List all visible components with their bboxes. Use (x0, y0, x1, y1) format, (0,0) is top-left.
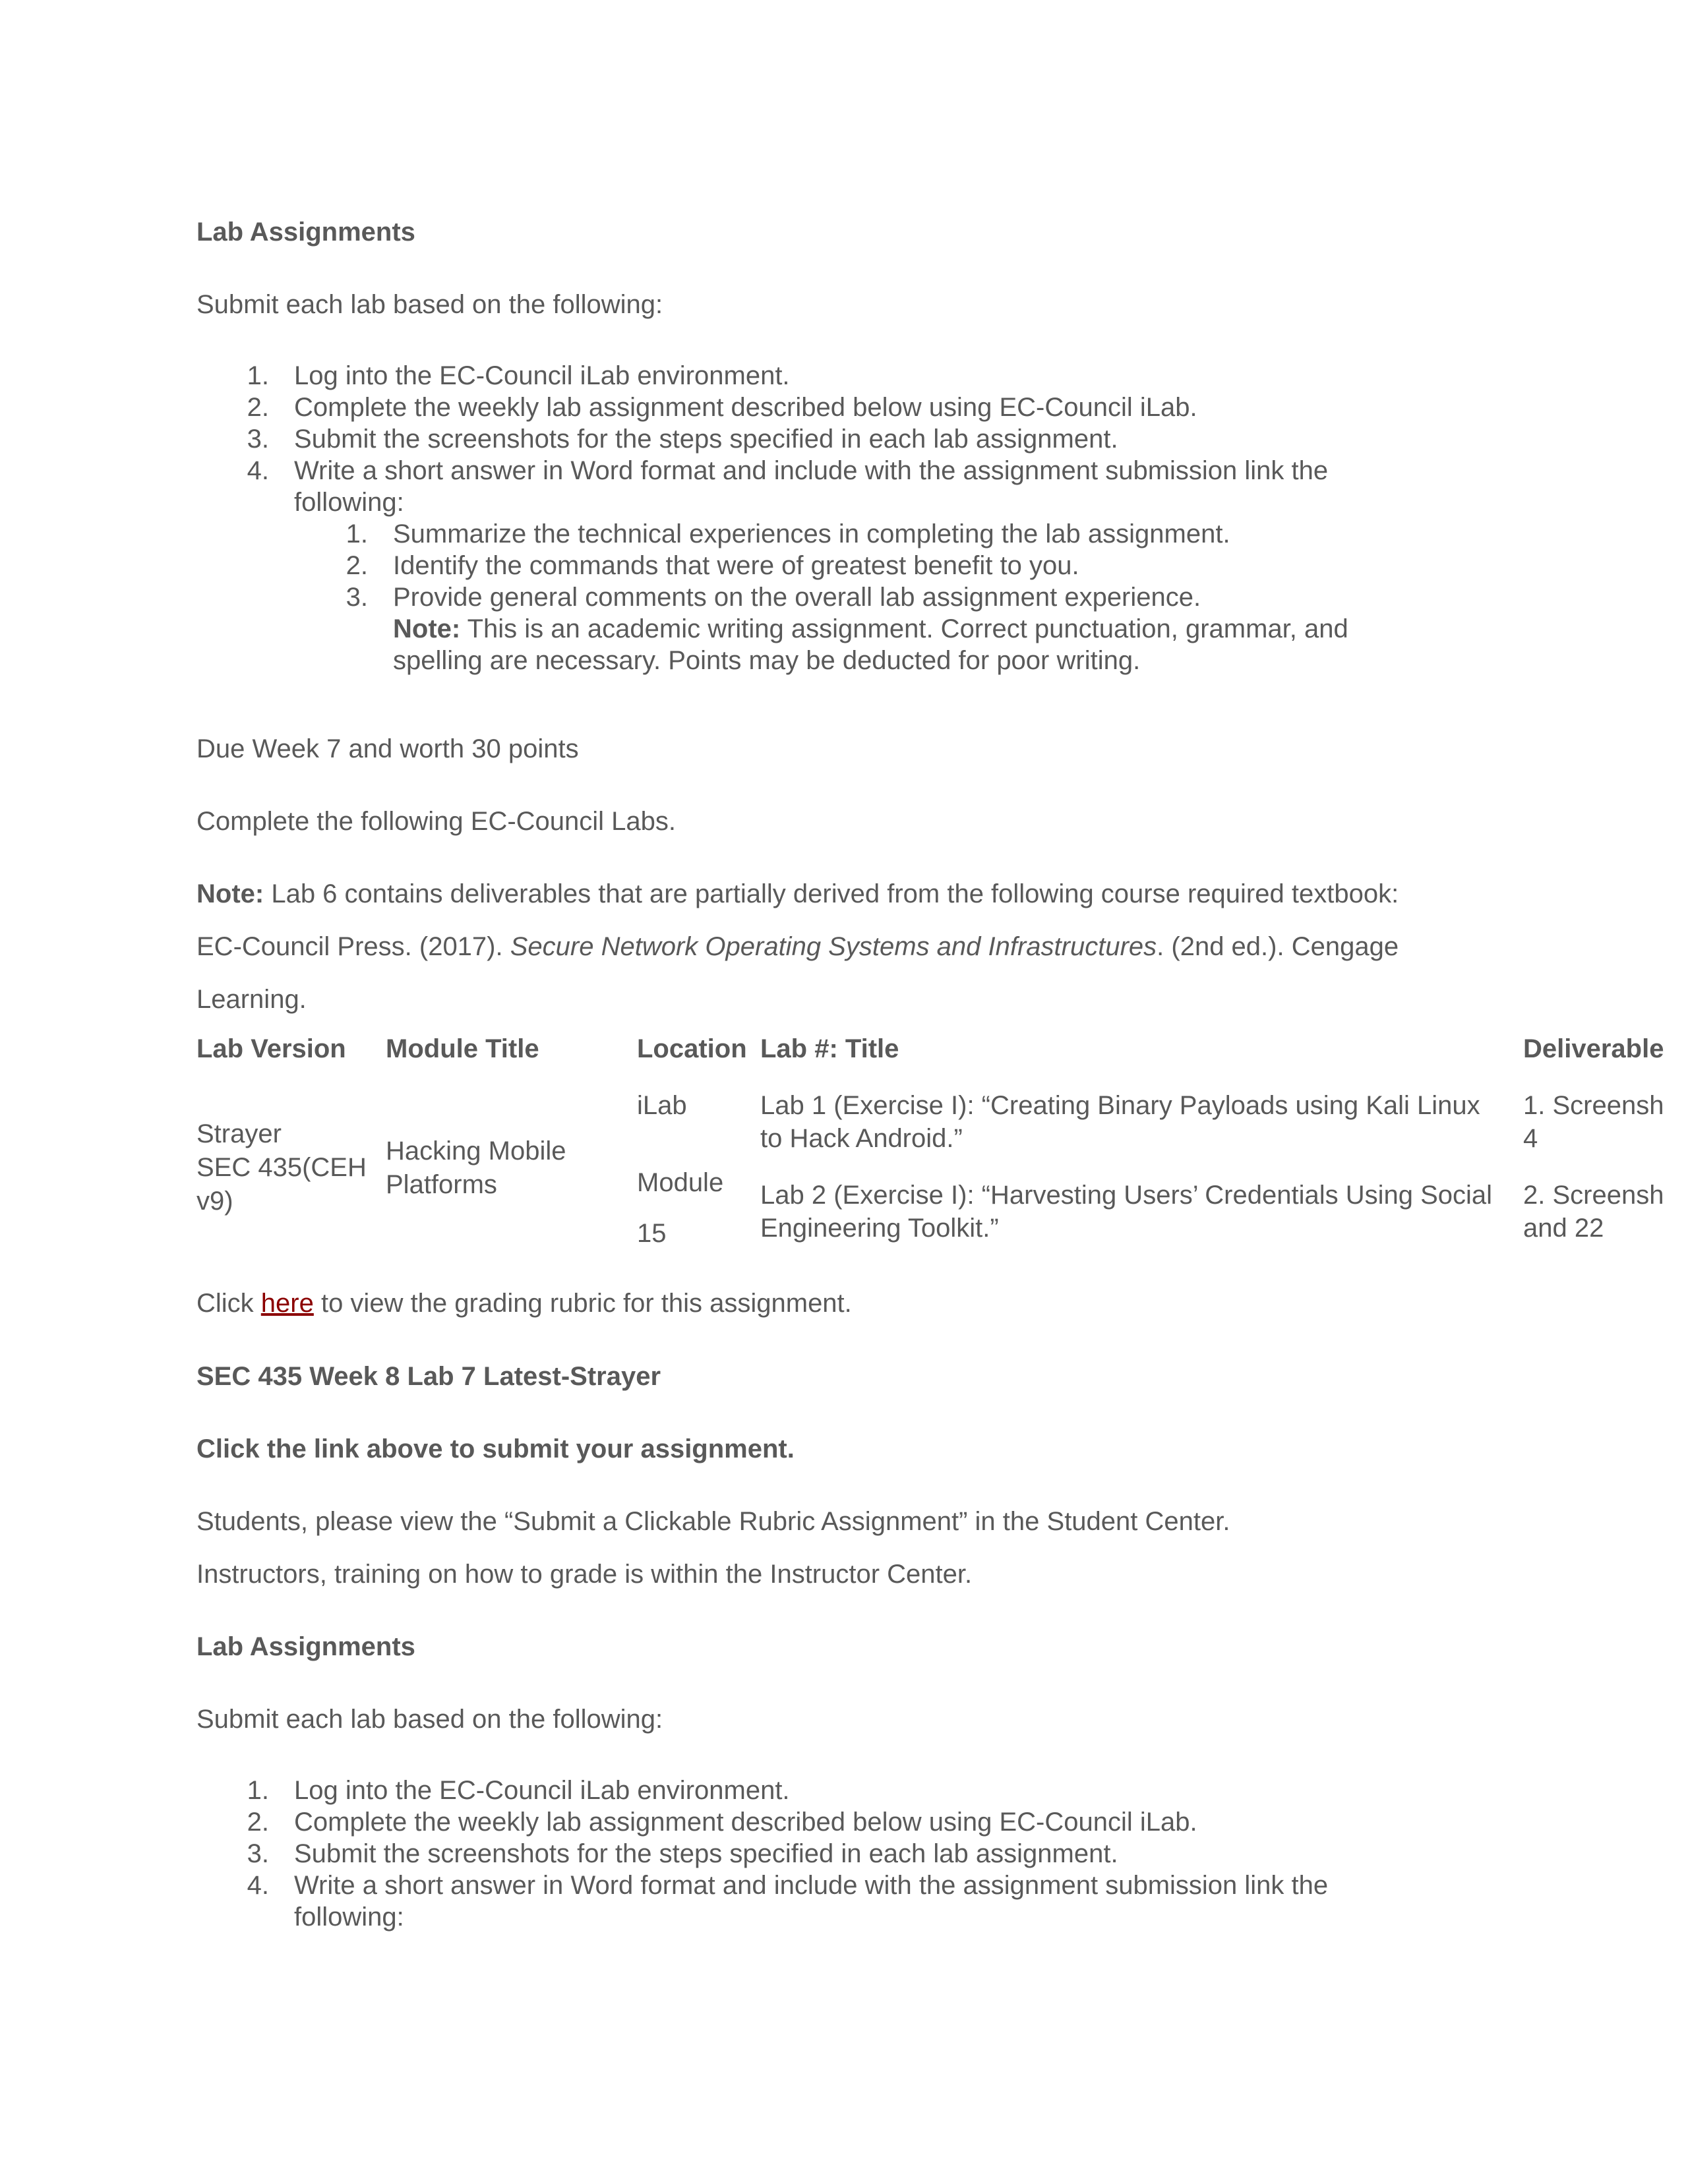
list-item: Write a short answer in Word format and include with the assignment submission link the (294, 456, 1329, 485)
due-text: Due Week 7 and worth 30 points (196, 734, 579, 763)
table-cell-version: Strayer (196, 1119, 282, 1148)
table-cell-deliverable: 4 (1523, 1124, 1538, 1153)
table-cell-location: Module (637, 1168, 724, 1197)
section-heading: Lab Assignments (196, 1632, 415, 1661)
sub-note: Note: This is an academic writing assignment. Correct punctuation, grammar, and (393, 614, 1348, 643)
table-header: Location (637, 1034, 747, 1063)
list-item: Complete the weekly lab assignment described below using EC-Council iLab. (294, 393, 1197, 422)
note-label: Note: (393, 614, 461, 643)
sub-list-item: Provide general comments on the overall lab assignment experience. (393, 583, 1201, 612)
table-header: Deliverable (1523, 1034, 1664, 1063)
note-label: Note: (196, 879, 264, 908)
submit-instruction: Click the link above to submit your assignment. (196, 1434, 795, 1463)
list-number: 1. (247, 361, 269, 390)
table-header: Lab Version (196, 1034, 346, 1063)
table-cell-deliverable: 2. Screensh (1523, 1181, 1664, 1210)
sub-list-item: Summarize the technical experiences in completing the lab assignment. (393, 519, 1230, 548)
table-cell-module: Hacking Mobile (386, 1136, 566, 1166)
table-cell-location: iLab (637, 1091, 687, 1120)
table-cell-module: Platforms (386, 1170, 497, 1199)
table-cell-version: SEC 435(CEH (196, 1153, 367, 1182)
students-text: Students, please view the “Submit a Clickable Rubric Assignment” in the Student Center. (196, 1507, 1230, 1536)
book-title: Secure Network Operating Systems and Infrastructures (510, 932, 1157, 961)
table-cell-location: 15 (637, 1219, 667, 1248)
rubric-link[interactable]: here (260, 1289, 314, 1318)
list-number: 3. (346, 583, 368, 612)
list-item: Write a short answer in Word format and include with the assignment submission link the (294, 1871, 1329, 1900)
list-item-continuation: following: (294, 488, 404, 517)
citation: EC-Council Press. (2017). Secure Network Operating Systems and Infrastructures. (2nd ed.). Cengage (196, 932, 1399, 961)
list-number: 4. (247, 1871, 269, 1900)
table-cell-version: v9) (196, 1187, 233, 1216)
table-cell-deliverable: and 22 (1523, 1214, 1604, 1243)
table-header: Module Title (386, 1034, 539, 1063)
list-number: 2. (346, 551, 368, 580)
sub-note-continuation: spelling are necessary. Points may be deducted for poor writing. (393, 646, 1141, 675)
textbook-note: Note: Lab 6 contains deliverables that are partially derived from the following course required textbook: (196, 879, 1399, 908)
assignment-title: SEC 435 Week 8 Lab 7 Latest-Strayer (196, 1362, 661, 1391)
list-number: 3. (247, 1839, 269, 1868)
rubric-line: Click here to view the grading rubric for this assignment. (196, 1289, 852, 1318)
list-number: 2. (247, 1808, 269, 1837)
intro-text: Submit each lab based on the following: (196, 290, 663, 319)
table-cell-lab: Engineering Toolkit.” (760, 1214, 999, 1243)
list-item: Submit the screenshots for the steps specified in each lab assignment. (294, 425, 1118, 454)
table-cell-lab: Lab 1 (Exercise I): “Creating Binary Payloads using Kali Linux (760, 1091, 1480, 1120)
list-number: 4. (247, 456, 269, 485)
complete-labs-text: Complete the following EC-Council Labs. (196, 807, 677, 836)
table-header: Lab #: Title (760, 1034, 899, 1063)
intro-text: Submit each lab based on the following: (196, 1705, 663, 1734)
list-item: Log into the EC-Council iLab environment. (294, 1776, 790, 1805)
list-item-continuation: following: (294, 1903, 404, 1932)
list-number: 1. (346, 519, 368, 548)
citation-continuation: Learning. (196, 985, 307, 1014)
instructors-text: Instructors, training on how to grade is within the Instructor Center. (196, 1560, 973, 1589)
section-heading: Lab Assignments (196, 218, 415, 247)
list-number: 3. (247, 425, 269, 454)
sub-list-item: Identify the commands that were of greatest benefit to you. (393, 551, 1079, 580)
list-item: Submit the screenshots for the steps specified in each lab assignment. (294, 1839, 1118, 1868)
list-number: 2. (247, 393, 269, 422)
table-cell-lab: Lab 2 (Exercise I): “Harvesting Users’ Credentials Using Social (760, 1181, 1493, 1210)
list-item: Log into the EC-Council iLab environment. (294, 361, 790, 390)
table-cell-deliverable: 1. Screensh (1523, 1091, 1664, 1120)
list-number: 1. (247, 1776, 269, 1805)
table-cell-lab: to Hack Android.” (760, 1124, 963, 1153)
list-item: Complete the weekly lab assignment described below using EC-Council iLab. (294, 1808, 1197, 1837)
